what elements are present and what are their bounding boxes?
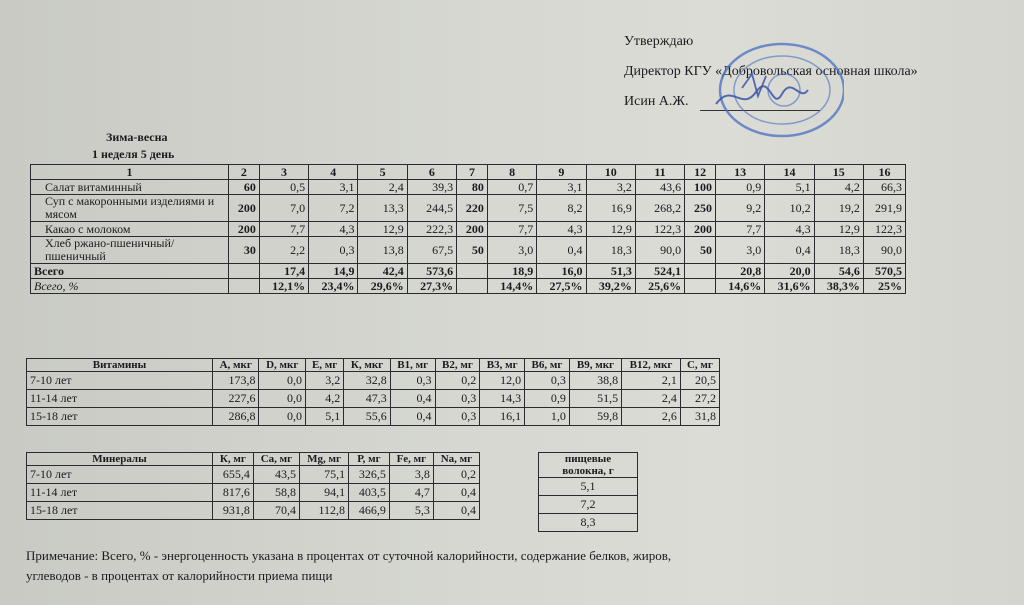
dish-value: 291,9 [863,195,905,222]
minerals-column-header: Са, мг [253,453,299,466]
total-value: 20,0 [765,264,814,279]
dish-value: 12,9 [814,222,863,237]
dish-row [31,222,906,237]
age-group: 11-14 лет [27,484,213,502]
dish-value: 30 [229,237,260,264]
column-number: 2 [229,165,260,180]
dish-value: 90,0 [635,237,684,264]
total-label: Всего [31,264,229,279]
vitamins-value: 2,4 [622,390,681,408]
dish-row [31,195,906,222]
minerals-column-header: Р, мг [349,453,390,466]
dish-value: 7,7 [487,222,536,237]
vitamins-value: 0,0 [259,390,305,408]
dish-value: 0,9 [715,180,764,195]
percent-value: 27,5% [537,279,586,294]
dish-value: 200 [685,222,716,237]
vitamins-value: 0,3 [390,372,435,390]
minerals-table [26,452,480,520]
vitamins-value: 55,6 [344,408,391,426]
dish-value: 90,0 [863,237,905,264]
dish-value: 2,4 [358,180,407,195]
dish-value: 4,3 [537,222,586,237]
vitamins-column-header: В12, мкг [622,359,681,372]
vitamins-value: 27,2 [680,390,719,408]
minerals-value: 466,9 [349,502,390,520]
minerals-value: 75,1 [299,466,348,484]
vitamins-column-header: А, мкг [213,359,259,372]
dish-value: 9,2 [715,195,764,222]
vitamins-row [27,408,720,426]
total-row [31,264,906,279]
total-value: 14,9 [309,264,358,279]
minerals-value: 931,8 [213,502,254,520]
column-number: 12 [685,165,716,180]
fiber-row [539,514,638,532]
dish-value: 3,1 [537,180,586,195]
dish-value: 3,0 [487,237,536,264]
fiber-value: 7,2 [539,496,638,514]
column-number: 11 [635,165,684,180]
dish-value: 66,3 [863,180,905,195]
column-number: 13 [715,165,764,180]
vitamins-header-row [27,359,720,372]
percent-value: 14,4% [487,279,536,294]
dish-value: 43,6 [635,180,684,195]
vitamins-value: 38,8 [569,372,621,390]
dish-row [31,237,906,264]
total-value: 20,8 [715,264,764,279]
fiber-value: 5,1 [539,478,638,496]
vitamins-value: 16,1 [480,408,525,426]
dish-row [31,180,906,195]
dish-value: 19,2 [814,195,863,222]
dish-value: 60 [229,180,260,195]
column-number: 9 [537,165,586,180]
dish-value: 244,5 [407,195,456,222]
dish-value: 3,0 [715,237,764,264]
column-number: 4 [309,165,358,180]
week-day-label: 1 неделя 5 день [92,147,175,161]
vitamins-value: 0,0 [259,372,305,390]
dish-value: 2,2 [259,237,308,264]
percent-value [457,279,488,294]
vitamins-value: 51,5 [569,390,621,408]
vitamins-value: 0,4 [390,408,435,426]
age-group: 15-18 лет [27,502,213,520]
fiber-title: пищевые волокна, г [539,453,638,478]
vitamins-value: 20,5 [680,372,719,390]
minerals-column-header: Fe, мг [389,453,433,466]
dish-name: Какао с молоком [31,222,229,237]
dish-value: 39,3 [407,180,456,195]
dish-value: 7,7 [715,222,764,237]
minerals-value: 326,5 [349,466,390,484]
dish-value: 12,9 [358,222,407,237]
dish-value: 200 [229,195,260,222]
total-value: 54,6 [814,264,863,279]
vitamins-column-header: В9, мкг [569,359,621,372]
vitamins-value: 3,2 [305,372,343,390]
vitamins-value: 47,3 [344,390,391,408]
minerals-row [27,502,480,520]
season-label: Зима-весна [106,130,168,144]
note-line-2: углеводов - в процентах от калорийности приема пищи [26,568,333,583]
fiber-table [538,452,638,532]
dish-value: 0,4 [765,237,814,264]
note-line-1: Примечание: Всего, % - энергоценность указана в процентах от суточной калорийности, содержание белков, жиров, [26,548,672,563]
official-stamp [712,42,844,140]
total-value: 17,4 [259,264,308,279]
column-number: 7 [457,165,488,180]
percent-value: 25,6% [635,279,684,294]
approval-title: Утверждаю [624,34,694,49]
dish-value: 80 [457,180,488,195]
percent-row [31,279,906,294]
percent-value: 25% [863,279,905,294]
percent-value: 29,6% [358,279,407,294]
minerals-row [27,484,480,502]
total-value: 524,1 [635,264,684,279]
total-value [685,264,716,279]
vitamins-value: 4,2 [305,390,343,408]
dish-value: 8,2 [537,195,586,222]
vitamins-value: 12,0 [480,372,525,390]
vitamins-column-header: В2, мг [435,359,480,372]
total-value: 18,9 [487,264,536,279]
dish-value: 122,3 [635,222,684,237]
percent-value: 38,3% [814,279,863,294]
vitamins-column-header: Е, мг [305,359,343,372]
column-number: 10 [586,165,635,180]
vitamins-value: 2,6 [622,408,681,426]
approval-name: Исин А.Ж. [624,94,689,109]
vitamins-value: 14,3 [480,390,525,408]
dish-value: 0,7 [487,180,536,195]
dish-value: 220 [457,195,488,222]
vitamins-value: 0,4 [390,390,435,408]
dish-value: 12,9 [586,222,635,237]
minerals-value: 58,8 [253,484,299,502]
minerals-value: 0,4 [433,502,479,520]
dish-value: 222,3 [407,222,456,237]
vitamins-value: 0,2 [435,372,480,390]
dish-value: 7,0 [259,195,308,222]
total-value: 570,5 [863,264,905,279]
menu-table [30,164,906,294]
dish-value: 0,5 [259,180,308,195]
percent-label: Всего, % [31,279,229,294]
percent-value: 12,1% [259,279,308,294]
percent-value [685,279,716,294]
dish-value: 3,2 [586,180,635,195]
vitamins-value: 0,3 [525,372,570,390]
dish-value: 5,1 [765,180,814,195]
dish-value: 200 [457,222,488,237]
total-value: 16,0 [537,264,586,279]
vitamins-row [27,372,720,390]
dish-value: 0,3 [309,237,358,264]
minerals-value: 655,4 [213,466,254,484]
minerals-value: 403,5 [349,484,390,502]
dish-value: 18,3 [814,237,863,264]
minerals-value: 43,5 [253,466,299,484]
minerals-value: 817,6 [213,484,254,502]
vitamins-value: 5,1 [305,408,343,426]
vitamins-column-header: С, мг [680,359,719,372]
minerals-column-header: К, мг [213,453,254,466]
vitamins-column-header: В1, мг [390,359,435,372]
age-group: 7-10 лет [27,466,213,484]
dish-value: 50 [685,237,716,264]
vitamins-column-header: К, мкг [344,359,391,372]
dish-value: 0,4 [537,237,586,264]
vitamins-column-header: В6, мг [525,359,570,372]
vitamins-value: 32,8 [344,372,391,390]
percent-value: 39,2% [586,279,635,294]
vitamins-row [27,390,720,408]
dish-value: 18,3 [586,237,635,264]
column-number: 16 [863,165,905,180]
vitamins-column-header: D, мкг [259,359,305,372]
vitamins-value: 0,3 [435,408,480,426]
column-number: 8 [487,165,536,180]
percent-value: 14,6% [715,279,764,294]
dish-name: Салат витаминный [31,180,229,195]
dish-value: 3,1 [309,180,358,195]
dish-value: 13,3 [358,195,407,222]
dish-value: 122,3 [863,222,905,237]
minerals-value: 70,4 [253,502,299,520]
vitamins-column-header: В3, мг [480,359,525,372]
vitamins-value: 0,3 [435,390,480,408]
fiber-value: 8,3 [539,514,638,532]
dish-value: 7,2 [309,195,358,222]
percent-value: 31,6% [765,279,814,294]
column-number: 3 [259,165,308,180]
minerals-column-header: Na, мг [433,453,479,466]
minerals-value: 5,3 [389,502,433,520]
column-number: 6 [407,165,456,180]
dish-name: Суп с макоронными изделиями и мясом [31,195,229,222]
total-value: 42,4 [358,264,407,279]
dish-value: 67,5 [407,237,456,264]
approval-director: Директор КГУ «Добровольская основная школа» [624,64,918,79]
minerals-title: Минералы [27,453,213,466]
age-group: 15-18 лет [27,408,213,426]
dish-value: 13,8 [358,237,407,264]
age-group: 7-10 лет [27,372,213,390]
column-number: 1 [31,165,229,180]
dish-name: Хлеб ржано-пшеничный/ пшеничный [31,237,229,264]
dish-value: 268,2 [635,195,684,222]
fiber-row [539,478,638,496]
dish-value: 4,3 [765,222,814,237]
column-number: 15 [814,165,863,180]
column-number: 5 [358,165,407,180]
minerals-row [27,466,480,484]
minerals-header-row [27,453,480,466]
percent-value: 27,3% [407,279,456,294]
minerals-value: 3,8 [389,466,433,484]
vitamins-value: 2,1 [622,372,681,390]
age-group: 11-14 лет [27,390,213,408]
total-value [229,264,260,279]
fiber-row [539,496,638,514]
dish-value: 16,9 [586,195,635,222]
menu-header-row [31,165,906,180]
minerals-value: 4,7 [389,484,433,502]
vitamins-value: 286,8 [213,408,259,426]
minerals-column-header: Mg, мг [299,453,348,466]
dish-value: 50 [457,237,488,264]
minerals-value: 0,2 [433,466,479,484]
vitamins-value: 0,9 [525,390,570,408]
dish-value: 7,7 [259,222,308,237]
dish-value: 100 [685,180,716,195]
dish-value: 250 [685,195,716,222]
minerals-value: 112,8 [299,502,348,520]
vitamins-value: 59,8 [569,408,621,426]
vitamins-value: 1,0 [525,408,570,426]
vitamins-value: 227,6 [213,390,259,408]
minerals-value: 0,4 [433,484,479,502]
dish-value: 4,3 [309,222,358,237]
vitamins-value: 31,8 [680,408,719,426]
total-value: 573,6 [407,264,456,279]
percent-value: 23,4% [309,279,358,294]
total-value: 51,3 [586,264,635,279]
total-value [457,264,488,279]
column-number: 14 [765,165,814,180]
vitamins-table [26,358,720,426]
percent-value [229,279,260,294]
vitamins-value: 173,8 [213,372,259,390]
vitamins-title: Витамины [27,359,213,372]
dish-value: 7,5 [487,195,536,222]
minerals-value: 94,1 [299,484,348,502]
vitamins-value: 0,0 [259,408,305,426]
dish-value: 4,2 [814,180,863,195]
dish-value: 10,2 [765,195,814,222]
dish-value: 200 [229,222,260,237]
